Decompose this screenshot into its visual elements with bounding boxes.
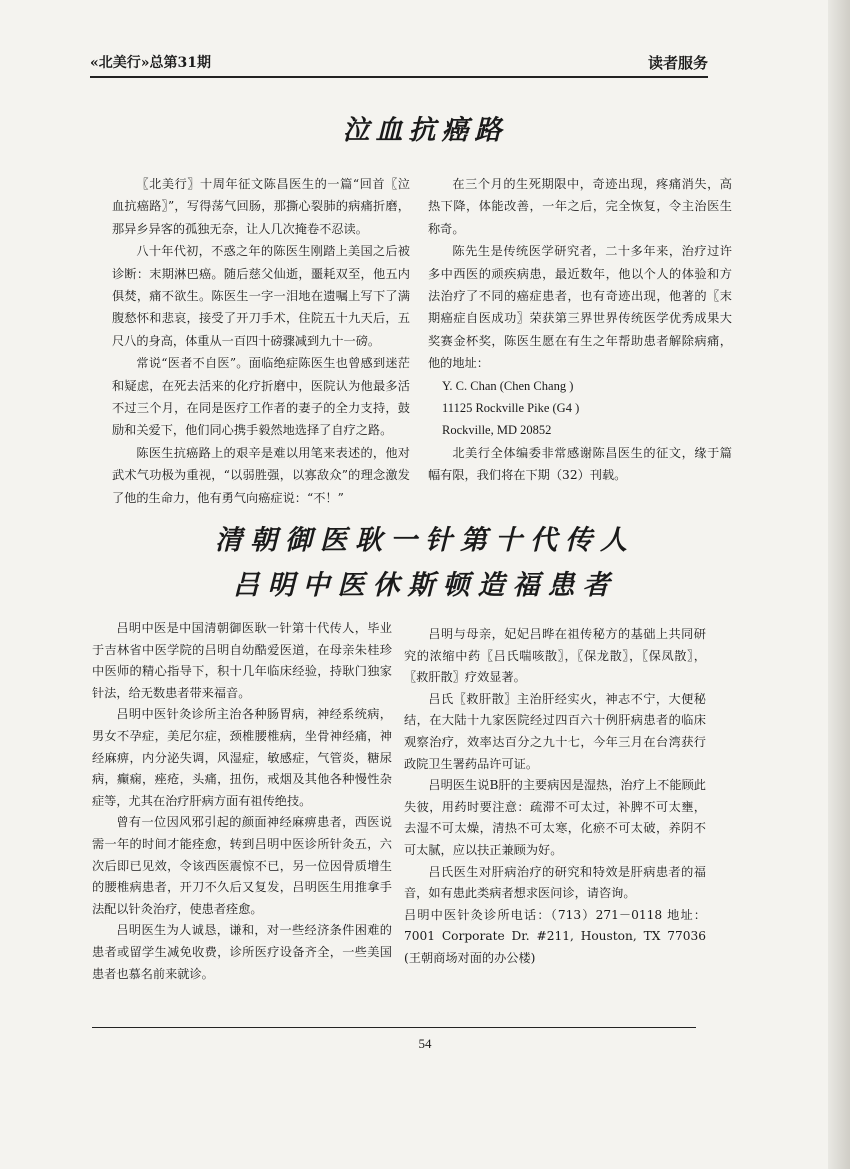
article1-title: 泣血抗癌路	[342, 115, 508, 146]
footer-divider	[92, 1027, 696, 1028]
article2-left-column	[92, 618, 392, 985]
section-label: 读者服务	[647, 54, 708, 72]
article1-paragraph: 八十年代初，不惑之年的陈医生刚踏上美国之后被诊断：末期淋巴癌。随后慈父仙逝，噩耗双至，他五内俱焚，痛不欲生。陈医生一字一泪地在遗嘱上写下了满腹愁怀和悲哀，接受了开刀手术，住院五十九天后，五尺八的身高，体重从一百四十磅骤减到九十一磅。	[112, 244, 410, 348]
article2-paragraph: 吕氏〖救肝散〗主治肝经实火，神志不宁，大便秘结，在大陆十九家医院经过四百六十例肝病患者的临床观察治疗，效率达百分之九十七，今年三月在台湾获行政院卫生署药品许可证。	[404, 691, 706, 771]
article2-right-column	[404, 624, 706, 970]
address-line: 11125 Rockville Pike (G4 )	[442, 401, 580, 416]
article1-left-column	[112, 173, 410, 509]
article2-title-line1: 清朝御医耿一针第十代传人	[215, 525, 635, 556]
article1-paragraph: 陈医生抗癌路上的艰辛是难以用笔来表述的，他对武术气功极为重视，“以弱胜强，以寡敌众”的理念激发了他的生命力，他有勇气向癌症说：“不！”	[112, 445, 410, 505]
address-line: Y. C. Chan (Chen Chang )	[442, 378, 574, 393]
article2-paragraph: 吕明医生为人诚恳，谦和，对一些经济条件困难的患者或留学生减免收费，诊所医疗设备齐全，一些美国患者也慕名前来就诊。	[92, 923, 392, 981]
article1-paragraph: 常说“医者不自医”。面临绝症陈医生也曾感到迷茫和疑虑，在死去活来的化疗折磨中，医院认为他最多活不过三个月，在同是医疗工作者的妻子的全力支持，鼓励和关爱下，他们同心携手毅然地选择了自疗之路。	[112, 356, 410, 438]
article2-paragraph: 吕氏医生对肝病治疗的研究和特效是肝病患者的福音，如有患此类病者想求医问诊，请咨询。	[404, 864, 706, 901]
article2-title-line2: 吕明中医休斯顿造福患者	[232, 570, 618, 601]
clinic-contact: 吕明中医针灸诊所电话：（713）271－0118 地址：7001 Corporate Dr. #211, Houston, TX 77036 (王朝商场对面的办公楼)	[404, 907, 706, 965]
address-line: Rockville, MD 20852	[442, 423, 552, 438]
magazine-issue-label: «北美行»总第31期	[90, 55, 211, 71]
article2-paragraph: 曾有一位因风邪引起的颜面神经麻痹患者，西医说需一年的时间才能痊愈，转到吕明中医诊所针灸五，六次后即已见效，令该西医震惊不已，另一位因骨质增生的腰椎病患者，开刀不久后又复发，吕明医生用推拿手法配以针灸治疗，使患者痊愈。	[92, 815, 392, 916]
page-number: 54	[418, 1036, 432, 1051]
article1-closing-note: 北美行全体编委非常感谢陈昌医生的征文，缘于篇幅有限，我们将在下期（32）刊载。	[428, 445, 732, 483]
article1-right-column	[428, 173, 732, 487]
article1-paragraph: 陈先生是传统医学研究者，二十多年来，治疗过许多中西医的顽疾病患，最近数年，他以个人的体验和方法治疗了不同的癌症患者，也有奇迹出现，他著的〖末期癌症自医成功〗荣获第三界世界传统医学优秀成果大奖赛金杯奖，陈医生愿在有生之年帮助患者解除病痛，他的地址：	[428, 244, 732, 371]
article2-paragraph: 吕明中医针灸诊所主治各种肠胃病，神经系统病，男女不孕症，美尼尔症，颈椎腰椎病，坐骨神经痛，神经麻痹，内分泌失调，风湿症，敏感症，气管炎，糖尿病，癫痫，痤疮，头痛，扭伤，戒烟及其他各种慢性杂症等，尤其在治疗肝病方面有祖传绝技。	[92, 707, 392, 808]
article2-paragraph: 吕明中医是中国清朝御医耿一针第十代传人，毕业于吉林省中医学院的吕明自幼酷爱医道，在母亲朱桂珍中医师的精心指导下，积十几年临床经验，持耿门独家针法，给无数患者带来福音。	[92, 621, 392, 700]
page-header	[90, 48, 708, 78]
article2-paragraph: 吕明医生说B肝的主要病因是湿热，治疗上不能顾此失彼，用药时要注意：疏滞不可太过，补脾不可太壅，去湿不可太燥，清热不可太寒，化瘀不可太破，养阴不可太腻，应以扶正兼顾为好。	[404, 778, 706, 857]
article1-paragraph: 〖北美行〗十周年征文陈昌医生的一篇“回首〖泣血抗癌路〗”，写得荡气回肠，那撕心裂肺的病痛折磨，那异乡异客的孤独无奈，让人几次掩卷不忍读。	[112, 177, 410, 236]
article1-paragraph: 在三个月的生死期限中，奇迹出现，疼痛消失，高热下降，体能改善，一年之后，完全恢复，令主治医生称奇。	[428, 177, 732, 236]
article2-paragraph: 吕明与母亲，妃妃吕晔在祖传秘方的基础上共同研究的浓缩中药〖吕氏喘咳散〗，〖保龙散〗，〖保凤散〗，〖救肝散〗疗效显著。	[404, 627, 706, 685]
